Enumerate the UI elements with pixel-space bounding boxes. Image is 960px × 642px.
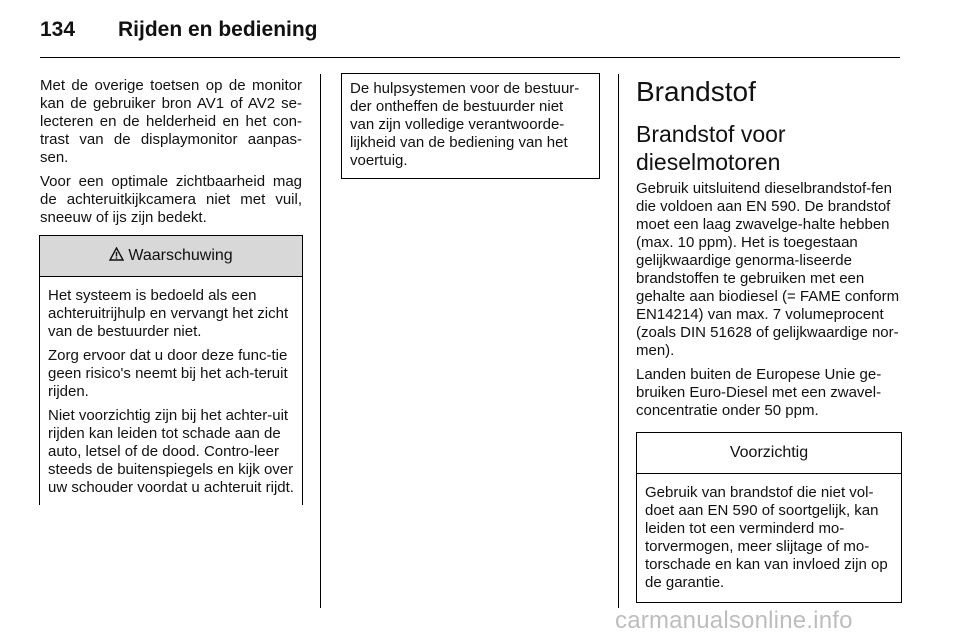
watermark[interactable]: carmanualsonline.info xyxy=(615,607,853,634)
caution-text: Gebruik van brandstof die niet vol-doet aan EN 590 of soortgelijk, kan leiden tot een verminderd mo-torvermogen, meer slijtage of mo-torschade en kan van invloed zijn op de garantie. xyxy=(645,484,888,591)
column-3 xyxy=(636,76,900,603)
column-1 xyxy=(40,77,302,505)
notice-text: De hulpsystemen voor de bestuur-der ontheffen de bestuurder niet van zijn volledige verantwoorde-lijkheid van de bediening van het voertuig. xyxy=(350,80,580,169)
paragraph: Met de overige toetsen op de monitor kan de gebruiker bron AV1 of AV2 se-lecteren en de helderheid en het con-trast van de displaymonitor aanpas-sen. xyxy=(40,77,302,166)
section-title: Brandstof xyxy=(636,76,756,107)
caution-box xyxy=(636,432,902,603)
warning-paragraph: Niet voorzichtig zijn bij het achter-uit rijden kan leiden tot schade aan de auto, letsel of de dood. Contro-leer steeds de buitenspiegels en kijk over uw schouder voordat u achteruit rijdt. xyxy=(48,407,294,496)
warning-title: Waarschuwing xyxy=(128,247,233,264)
column-divider-2 xyxy=(618,74,619,608)
subsection-title: Brandstof voor dieselmotoren xyxy=(636,121,786,175)
column-2 xyxy=(341,74,600,179)
page-header-title: Rijden en bediening xyxy=(118,18,318,41)
notice-box xyxy=(341,73,600,179)
paragraph: Voor een optimale zichtbaarheid mag de achteruitkijkcamera niet met vuil, sneeuw of ijs zijn bedekt. xyxy=(40,173,302,226)
caution-box-header: Voorzichtig xyxy=(637,432,901,474)
page-number: 134 xyxy=(40,18,76,41)
warning-box-header xyxy=(40,235,302,277)
warning-box-body xyxy=(40,277,302,505)
warning-paragraph: Zorg ervoor dat u door deze func-tie geen risico's neemt bij het ach-teruit rijden. xyxy=(48,347,288,400)
caution-box-body xyxy=(637,474,901,602)
warning-box xyxy=(39,235,303,505)
warning-triangle-icon xyxy=(109,247,124,266)
paragraph: Landen buiten de Europese Unie ge-bruiken Euro-Diesel met een zwavel-concentratie onder 50 ppm. xyxy=(636,366,882,419)
warning-paragraph: Het systeem is bedoeld als een achteruitrijhulp en vervangt het zicht van de bestuurder niet. xyxy=(48,287,289,340)
paragraph: Gebruik uitsluitend dieselbrandstof-fen die voldoen aan EN 590. De brandstof moet een laag zwavelge-halte hebben (max. 10 ppm). Het is toegestaan gelijkwaardige genorma-liseerde brandstoffen te gebruiken met een gehalte aan biodiesel (= FAME conform EN14214) van max. 7 volumeprocent (zoals DIN 51628 of gelijkwaardige nor-men). xyxy=(636,180,900,359)
header-rule xyxy=(40,57,900,58)
column-divider-1 xyxy=(320,74,321,608)
